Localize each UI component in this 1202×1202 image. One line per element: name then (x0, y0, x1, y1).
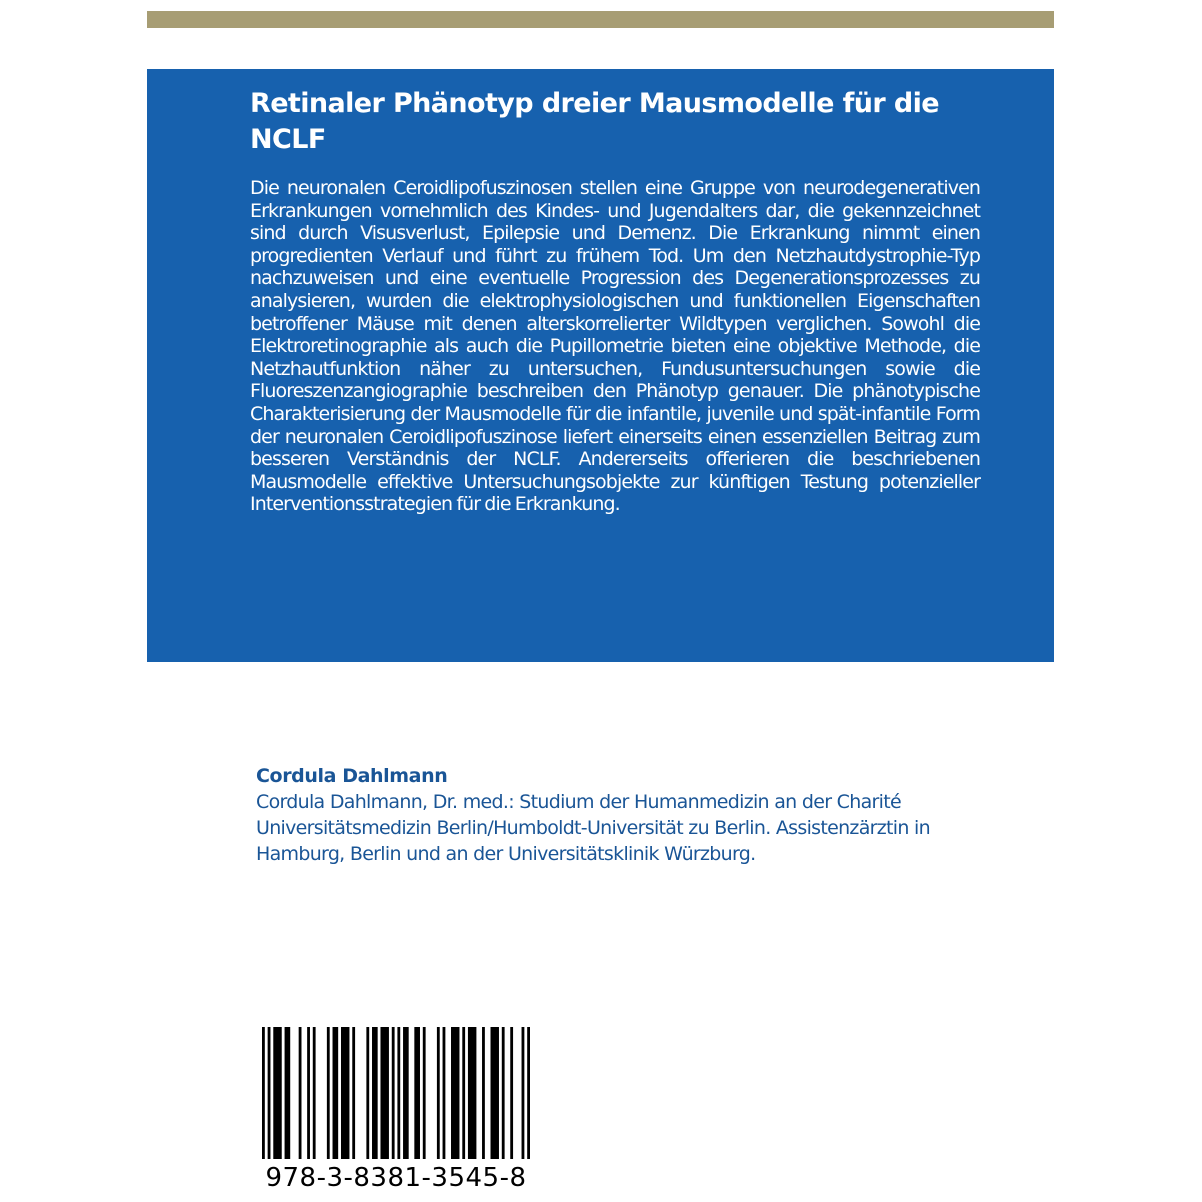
barcode-bar (372, 1027, 378, 1159)
barcode-bar (437, 1027, 440, 1159)
barcode-bar (443, 1027, 446, 1159)
barcode-bar (380, 1027, 388, 1159)
barcode-bar (392, 1027, 395, 1159)
barcode-bar (527, 1027, 530, 1159)
barcode-bar (352, 1027, 355, 1159)
barcode-bar (285, 1027, 291, 1159)
barcode-bar (482, 1027, 485, 1159)
barcode-bar (403, 1027, 409, 1159)
barcode-bar (333, 1027, 339, 1159)
barcode-bar (313, 1027, 316, 1159)
barcode-bar (273, 1027, 281, 1159)
author-bio: Cordula Dahlmann, Dr. med.: Studium der Humanmedizin an der Charité Universitätsmedizin Berlin/Humboldt-Universität zu Berlin. Assistenzärztin in Hamburg, Berlin und an der Universitätsklinik Würzburg. (256, 791, 930, 865)
isbn-number: 978-3-8381-3545-8 (265, 1163, 527, 1193)
book-title: Retinaler Phänotyp dreier Mausmodelle für die NCLF (250, 88, 939, 155)
barcode-bar (423, 1027, 426, 1159)
barcode-bar (468, 1027, 476, 1159)
barcode-bar (522, 1027, 525, 1159)
barcode-bar (462, 1027, 465, 1159)
barcode-bar (327, 1027, 330, 1159)
barcode-bar (510, 1027, 513, 1159)
barcode-bar (341, 1027, 349, 1159)
book-abstract: Die neuronalen Ceroidlipofuszinosen stellen eine Gruppe von neurodegenerativen Erkrankungen vornehmlich des Kindes- und Jugendalters dar, die gekennzeichnet sind durch Visusverlust, Epilepsie und Demenz. Die Erkrankung nimmt einen progredienten Verlauf und führt zu frühem Tod. Um den Netzhautdystrophie-Typ nachzuweisen und eine eventuelle Progression des Degenerationsprozesses zu analysieren, wurden die elektrophysiologischen und funktionellen Eigenschaften betroffener Mäuse mit denen alterskorrelierter Wildtypen verglichen. Sowohl die Elektroretinographie als auch die Pupillometrie bieten eine objektive Methode, die Netzhautfunktion näher zu untersuchen, Fundusuntersuchungen sowie die Fluoreszenzangiographie beschreiben den Phänotyp genauer. Die phänotypische Charakterisierung der Mausmodelle für die infantile, juvenile und spät-infantile Form der neuronalen Ceroidlipofuszinose liefert einerseits einen essenziellen Beitrag zum besseren Verständnis der NCLF. Andererseits offerieren die beschriebenen Mausmodelle effektive Untersuchungsobjekte zur künftigen Testung potenzieller Interventionsstrategien für die Erkrankung. (250, 177, 980, 516)
barcode-bar (397, 1027, 400, 1159)
barcode-bar (502, 1027, 505, 1159)
barcode-bar (299, 1027, 302, 1159)
barcode-bar (366, 1027, 369, 1159)
barcode-bar (451, 1027, 459, 1159)
barcode-bar (262, 1027, 265, 1159)
top-color-band (147, 11, 1054, 28)
barcode-bar (414, 1027, 420, 1159)
barcode-bar (491, 1027, 499, 1159)
barcode-bar (268, 1027, 271, 1159)
isbn-barcode (262, 1027, 530, 1159)
barcode-bar (307, 1027, 310, 1159)
author-name: Cordula Dahlmann (256, 765, 448, 787)
